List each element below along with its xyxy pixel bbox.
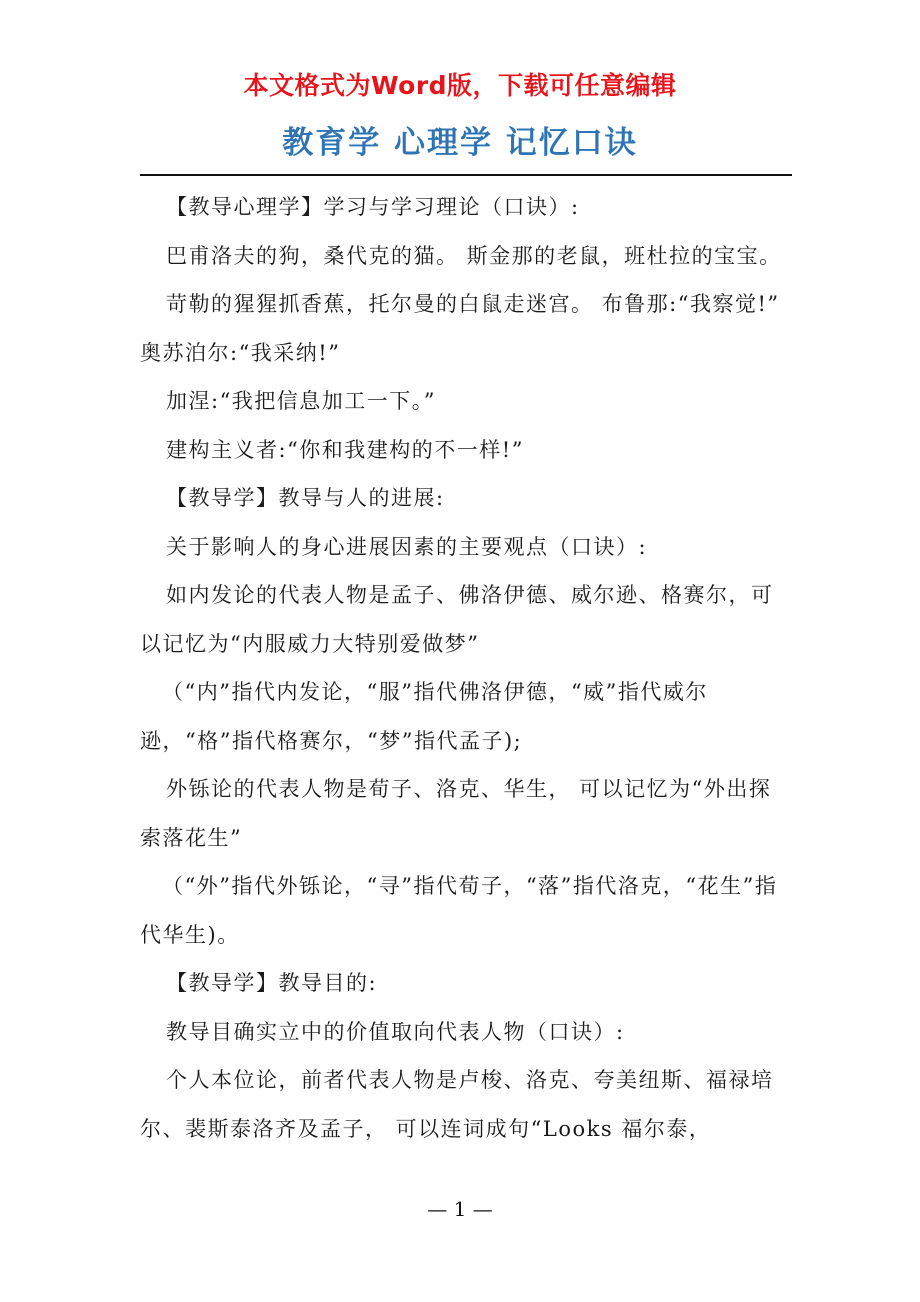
paragraph-section-heading: 【教导学】教导与人的进展:	[166, 486, 445, 510]
document-body	[140, 183, 788, 1153]
paragraph: 建构主义者:“你和我建构的不一样!”	[166, 437, 524, 462]
paragraph: 关于影响人的身心进展因素的主要观点（口诀）:	[166, 534, 648, 559]
title-divider	[140, 174, 792, 176]
document-title: 教育学 心理学 记忆口诀	[282, 125, 638, 161]
paragraph: 个人本位论，前者代表人物是卢梭、洛克、夸美纽斯、福禄培尔、裴斯泰洛齐及孟子， 可以连词成句“Looks 福尔泰，	[140, 1068, 774, 1141]
page-number: — 1 —	[427, 1197, 493, 1221]
paragraph: 教导目确实立中的价值取向代表人物（口诀）:	[166, 1019, 625, 1044]
paragraph: 如内发论的代表人物是孟子、佛洛伊德、威尔逊、格赛尔，可以记忆为“内服威力大特别爱做梦”	[140, 583, 774, 656]
paragraph-section-heading: 【教导学】教导目的:	[166, 971, 378, 995]
format-notice: 本文格式为Word版，下载可任意编辑	[243, 71, 677, 100]
paragraph: 外铄论的代表人物是荀子、洛克、华生， 可以记忆为“外出探索落花生”	[140, 777, 772, 850]
paragraph: 苛勒的猩猩抓香蕉，托尔曼的白鼠走迷宫。 布鲁那:“我察觉!” 奥苏泊尔:“我采纳!”	[140, 292, 780, 365]
paragraph-note: （“内”指代内发论，“服”指代佛洛伊德，“威”指代威尔逊，“格”指代格赛尔，“梦”指代孟子);	[140, 680, 708, 753]
paragraph: 加涅:“我把信息加工一下。”	[166, 389, 437, 413]
paragraph-section-heading: 【教导心理学】学习与学习理论（口诀）:	[166, 195, 580, 219]
paragraph: 巴甫洛夫的狗，桑代克的猫。 斯金那的老鼠，班杜拉的宝宝。	[166, 243, 782, 268]
paragraph-note: （“外”指代外铄论，“寻”指代荀子，“落”指代洛克，“花生”指代华生)。	[140, 874, 778, 947]
